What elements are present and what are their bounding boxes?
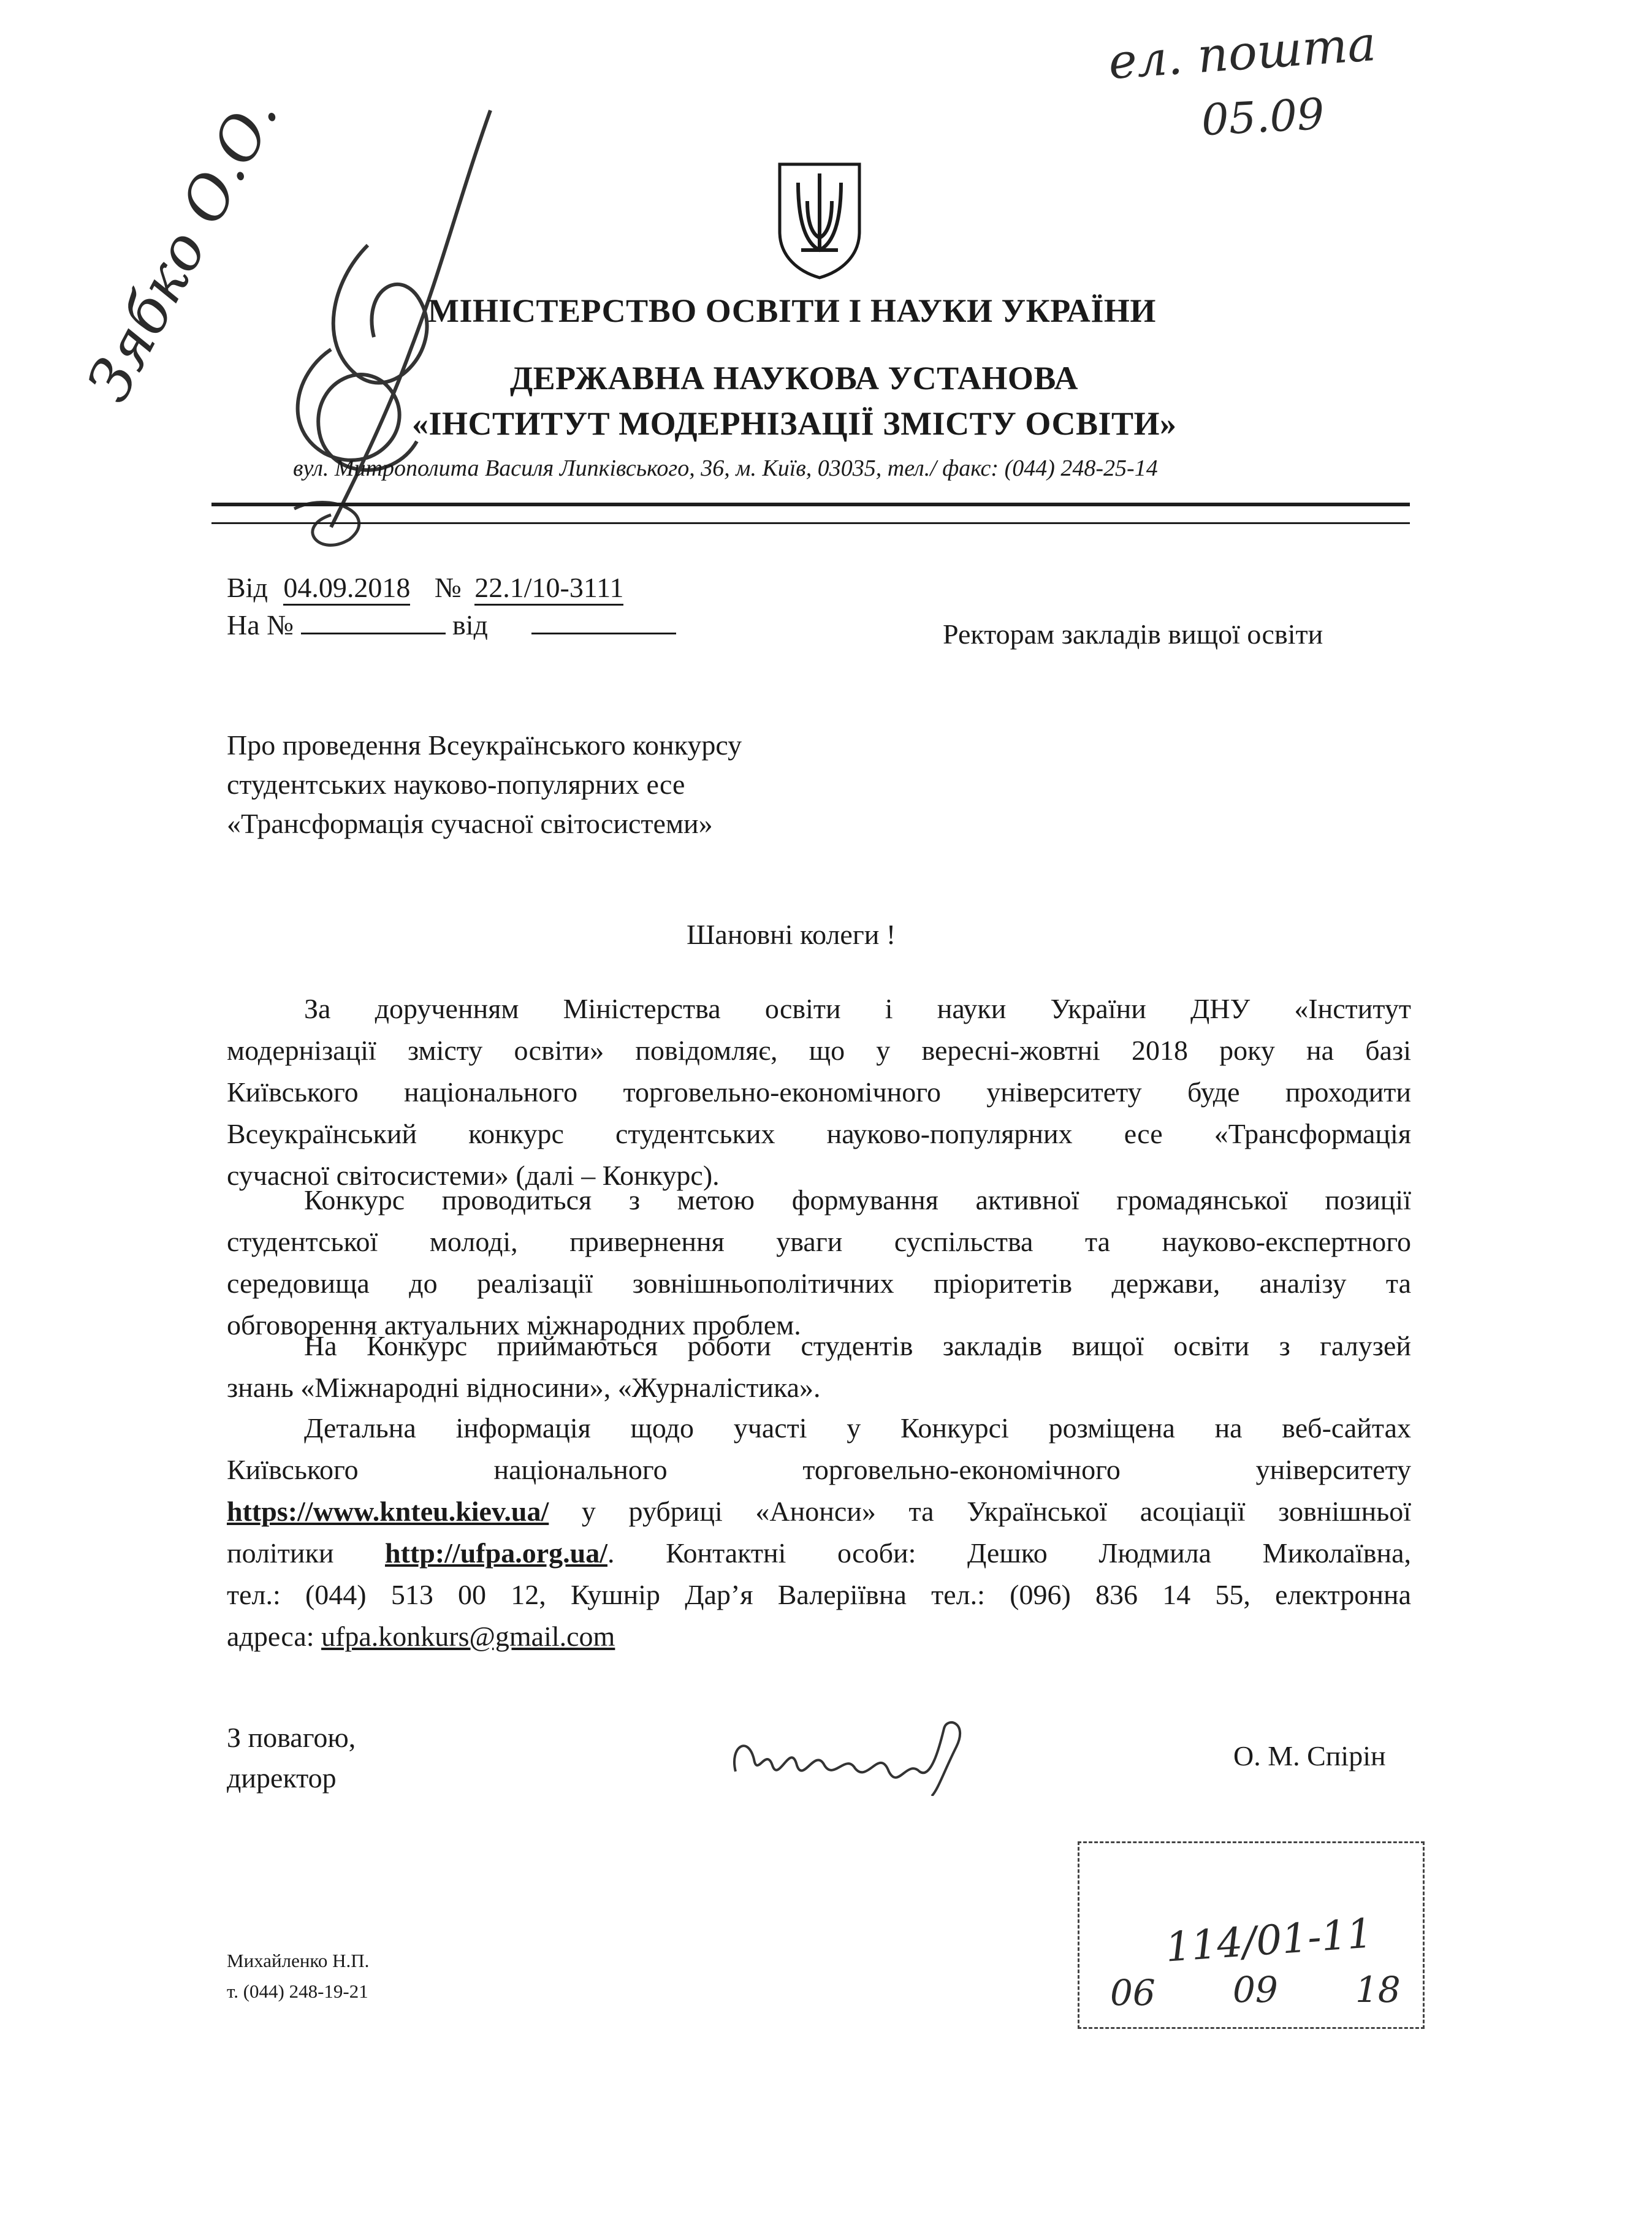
handwritten-note-email: ел. пошта xyxy=(1106,16,1378,91)
paragraph-line xyxy=(227,1179,1411,1221)
paragraph-line xyxy=(227,1407,1411,1449)
paragraph-line: Київського національного торговельно-економічного університету буде проходити xyxy=(227,1076,1411,1108)
to-date-blank xyxy=(531,611,676,634)
outgoing-reference xyxy=(227,573,623,606)
paragraph-line: середовища до реалізації зовнішньополітичних пріоритетів держави, аналізу та xyxy=(227,1268,1411,1299)
paragraph-line xyxy=(227,1491,1411,1532)
header-divider-thin xyxy=(211,522,1410,524)
trident-emblem-icon xyxy=(774,158,866,281)
greeting: Шановні колеги ! xyxy=(687,919,896,950)
stamp-number: 114/01-11 xyxy=(1163,1909,1374,1971)
number-label: № xyxy=(434,572,462,603)
paragraph-word: Київського xyxy=(227,1454,359,1485)
subject-line: Про проведення Всеукраїнського конкурсу xyxy=(227,729,742,761)
knteu-website-link[interactable]: https://www.knteu.kiev.ua/ xyxy=(227,1496,549,1527)
paragraph-word: торговельно-економічного xyxy=(802,1454,1121,1485)
subject-line: «Трансформація сучасної світосистеми» xyxy=(227,808,713,839)
executor-phone: т. (044) 248-19-21 xyxy=(227,1980,368,2002)
from-label: Від xyxy=(227,572,268,603)
paragraph-line: обговорення актуальних міжнародних проблем. xyxy=(227,1309,801,1341)
paragraph-eligibility xyxy=(227,1325,1411,1409)
paragraph-text: політики xyxy=(227,1537,386,1569)
ufpa-website-link[interactable]: http://ufpa.org.ua/ xyxy=(385,1537,607,1569)
executor-name: Михайленко Н.П. xyxy=(227,1950,370,1971)
paragraph-text: За дорученням Міністерства освіти і науки України ДНУ «Інститут xyxy=(304,993,1411,1024)
handwritten-note-date: 05.09 xyxy=(1200,88,1326,146)
paragraph-line xyxy=(227,988,1411,1030)
closing-block xyxy=(227,1718,356,1798)
subject-line: студентських науково-популярних есе xyxy=(227,769,685,800)
letter-date: 04.09.2018 xyxy=(283,573,410,606)
paragraph-contacts xyxy=(227,1407,1411,1657)
letter-subject xyxy=(227,726,742,843)
closing-position: директор xyxy=(227,1762,337,1794)
paragraph-line: студентської молоді, привернення уваги суспільства та науково-експертного xyxy=(227,1226,1411,1257)
to-number-blank xyxy=(301,611,446,634)
paragraph-line: модернізації змісту освіти» повідомляє, що у вересні-жовтні 2018 року на базі xyxy=(227,1035,1411,1066)
paragraph-line: Всеукраїнський конкурс студентських науково-популярних есе «Трансформація xyxy=(227,1118,1411,1149)
paragraph-word: університету xyxy=(1255,1454,1411,1485)
to-from-label: від xyxy=(452,609,488,641)
paragraph-word: національного xyxy=(493,1454,668,1485)
stamp-year: 18 xyxy=(1355,1969,1401,2011)
paragraph-text: . Контактні особи: Дешко Людмила Миколаївна, xyxy=(607,1537,1411,1569)
registration-stamp xyxy=(1078,1841,1425,2029)
ministry-title: МІНІСТЕРСТВО ОСВІТИ І НАУКИ УКРАЇНИ xyxy=(428,292,1156,329)
letter-number: 22.1/10-3111 xyxy=(474,573,623,606)
paragraph-text: адреса: xyxy=(227,1621,322,1652)
executor-block xyxy=(227,1946,369,2007)
institution-address: вул. Митрополита Василя Липківського, 36, м. Київ, 03035, тел./ факс: (044) 248-25-14 xyxy=(293,455,1158,481)
paragraph-text: Детальна інформація щодо участі у Конкурсі розміщена на веб-сайтах xyxy=(304,1412,1411,1444)
stamp-month: 09 xyxy=(1233,1969,1278,2011)
paragraph-line xyxy=(227,1616,1411,1657)
header-divider xyxy=(211,503,1410,506)
paragraph-line: знань «Міжнародні відносини», «Журналістика». xyxy=(227,1372,821,1403)
paragraph-announcement xyxy=(227,988,1411,1197)
signer-name: О. М. Спірін xyxy=(1233,1740,1386,1771)
closing-regards: З повагою, xyxy=(227,1722,356,1753)
handwritten-resolution: Зябко О.О. xyxy=(74,84,292,413)
to-number-label: На № xyxy=(227,609,294,641)
paragraph-text: у рубриці «Анонси» та Української асоціації зовнішньої xyxy=(549,1496,1411,1527)
director-signature-icon xyxy=(723,1704,987,1796)
stamp-day: 06 xyxy=(1110,1972,1155,2014)
paragraph-line: тел.: (044) 513 00 12, Кушнір Дар’я Валеріївна тел.: (096) 836 14 55, електронна xyxy=(227,1579,1411,1610)
incoming-reference xyxy=(227,611,676,639)
paragraph-line: сучасної світосистеми» (далі – Конкурс). xyxy=(227,1160,720,1191)
institution-title-line-1: ДЕРЖАВНА НАУКОВА УСТАНОВА xyxy=(510,360,1079,397)
paragraph-line xyxy=(227,1449,1411,1491)
institution-title-line-2: «ІНСТИТУТ МОДЕРНІЗАЦІЇ ЗМІСТУ ОСВІТИ» xyxy=(412,405,1177,442)
paragraph-line xyxy=(227,1325,1411,1367)
contact-email-link[interactable]: ufpa.konkurs@gmail.com xyxy=(321,1621,615,1652)
paragraph-text: На Конкурс приймаються роботи студентів закладів вищої освіти з галузей xyxy=(304,1330,1411,1361)
paragraph-line xyxy=(227,1532,1411,1574)
paragraph-purpose xyxy=(227,1179,1411,1346)
paragraph-text: Конкурс проводиться з метою формування активної громадянської позиції xyxy=(304,1184,1411,1216)
recipient: Ректорам закладів вищої освіти xyxy=(943,618,1323,650)
